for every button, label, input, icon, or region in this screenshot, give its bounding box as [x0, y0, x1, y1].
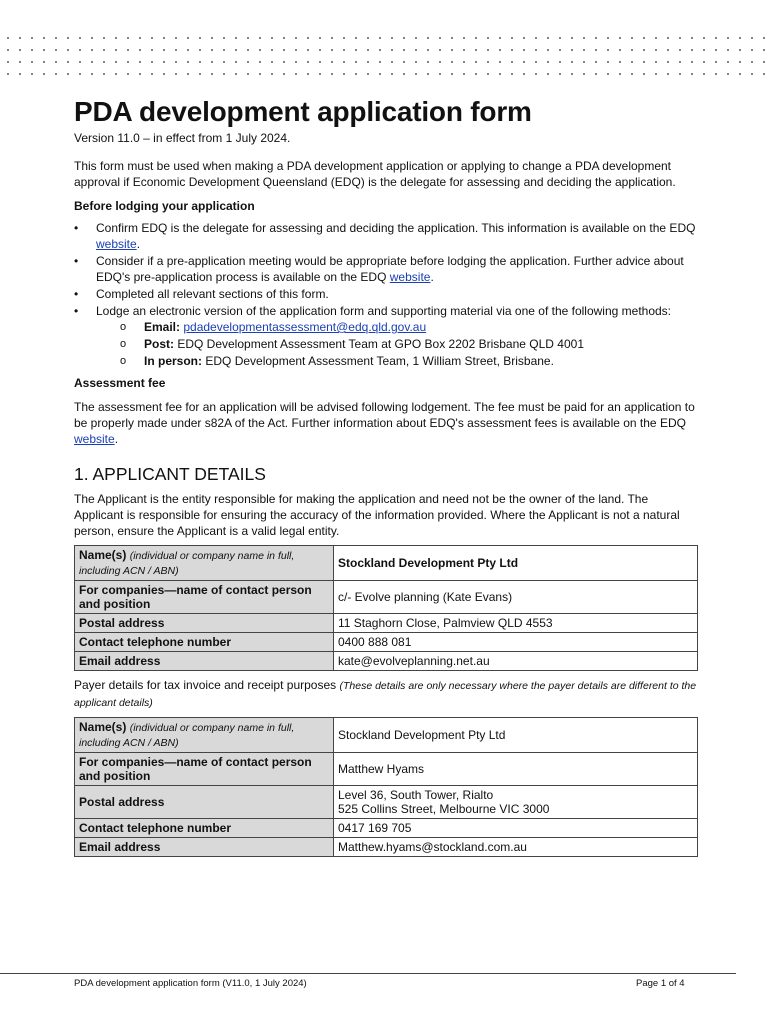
table-row [75, 718, 698, 753]
applicant-phone-field[interactable]: 0400 888 081 [334, 633, 698, 652]
table-row [75, 838, 698, 857]
assessment-fee-text: The assessment fee for an application will be advised following lodgement. The fee must be paid for an application to be properly made under s82A of the Act. Further information about EDQ's assessment fees is available on the EDQ website. [74, 400, 695, 446]
edq-website-link[interactable]: website [96, 237, 137, 251]
table-row [75, 819, 698, 838]
section-applicant-heading: 1. APPLICANT DETAILS [74, 464, 266, 484]
footer-divider [0, 973, 736, 974]
payer-contact-field[interactable]: Matthew Hyams [334, 753, 698, 786]
payer-details-text: Payer details for tax invoice and receipt purposes (These details are only necessary where the payer details are different to the applicant details) [74, 678, 697, 709]
postal-address-label: Postal address [75, 614, 334, 633]
table-row [75, 633, 698, 652]
table-row [75, 581, 698, 614]
before-lodging-list [74, 220, 698, 369]
company-contact-label: For companies—name of contact person and position [75, 581, 334, 614]
assessment-fee-heading: Assessment fee [74, 376, 166, 390]
phone-label: Contact telephone number [75, 633, 334, 652]
footer-page-number: Page 1 of 4 [636, 978, 685, 989]
table-row [75, 546, 698, 581]
header-dot-pattern [0, 30, 770, 80]
table-row [75, 614, 698, 633]
footer-document-title: PDA development application form (V11.0, 1 July 2024) [74, 978, 307, 989]
email-label: Email address [75, 652, 334, 671]
applicant-contact-field[interactable]: c/- Evolve planning (Kate Evans) [334, 581, 698, 614]
fee-website-link[interactable]: website [74, 432, 115, 446]
list-item: • Lodge an electronic version of the application form and supporting material via one of the following methods: o Email: pdadevelopmentassessment@edq.qld.gov.au o Post: EDQ Development Assessment Team at GPO Box 2202 Brisbane QLD 4001 o In person: EDQ Development Assessment Team, 1 William Street, Brisbane. [96, 303, 698, 369]
list-item: • Completed all relevant sections of this form. [96, 286, 698, 302]
applicant-details-table [74, 545, 698, 671]
before-lodging-heading: Before lodging your application [74, 199, 255, 213]
page-title: PDA development application form [74, 96, 532, 127]
applicant-postal-field[interactable]: 11 Staghorn Close, Palmview QLD 4553 [334, 614, 698, 633]
payer-details-table [74, 717, 698, 857]
phone-label: Contact telephone number [75, 819, 334, 838]
list-item: • Consider if a pre-application meeting would be appropriate before lodging the application. Further advice about EDQ's pre-application process is available on the EDQ website. [96, 253, 698, 285]
form-page [74, 96, 698, 857]
pre-application-website-link[interactable]: website [389, 270, 431, 284]
method-email: o Email: pdadevelopmentassessment@edq.qld.gov.au [144, 319, 698, 335]
intro-text: This form must be used when making a PDA development application or applying to change a PDA development approval if Economic Development Queensland (EDQ) is the delegate for assessing and deciding the application. [74, 159, 676, 189]
table-row [75, 652, 698, 671]
table-row [75, 753, 698, 786]
payer-email-field[interactable]: Matthew.hyams@stockland.com.au [334, 838, 698, 857]
lodgement-methods [96, 319, 698, 369]
postal-address-label: Postal address [75, 786, 334, 819]
payer-phone-field[interactable]: 0417 169 705 [334, 819, 698, 838]
applicant-email-field[interactable]: kate@evolveplanning.net.au [334, 652, 698, 671]
names-label: Name(s) (individual or company name in full, including ACN / ABN) [75, 546, 334, 581]
list-item: • Confirm EDQ is the delegate for assessing and deciding the application. This information is available on the EDQ website. [96, 220, 698, 252]
names-label: Name(s) (individual or company name in full, including ACN / ABN) [75, 718, 334, 753]
method-post: o Post: EDQ Development Assessment Team at GPO Box 2202 Brisbane QLD 4001 [144, 336, 698, 352]
payer-postal-field[interactable]: Level 36, South Tower, Rialto 525 Collins Street, Melbourne VIC 3000 [334, 786, 698, 819]
company-contact-label: For companies—name of contact person and position [75, 753, 334, 786]
email-label: Email address [75, 838, 334, 857]
method-in-person: o In person: EDQ Development Assessment Team, 1 William Street, Brisbane. [144, 353, 698, 369]
version-text: Version 11.0 – in effect from 1 July 2024. [74, 131, 291, 145]
section-applicant-text: The Applicant is the entity responsible for making the application and need not be the owner of the land. The Applicant is responsible for ensuring the accuracy of the information provided. Where the Applicant is not a natural person, ensure the Applicant is a valid legal entity. [74, 492, 680, 538]
payer-name-field[interactable]: Stockland Development Pty Ltd [334, 718, 698, 753]
table-row [75, 786, 698, 819]
applicant-name-field[interactable]: Stockland Development Pty Ltd [334, 546, 698, 581]
email-link[interactable]: pdadevelopmentassessment@edq.qld.gov.au [183, 320, 427, 334]
